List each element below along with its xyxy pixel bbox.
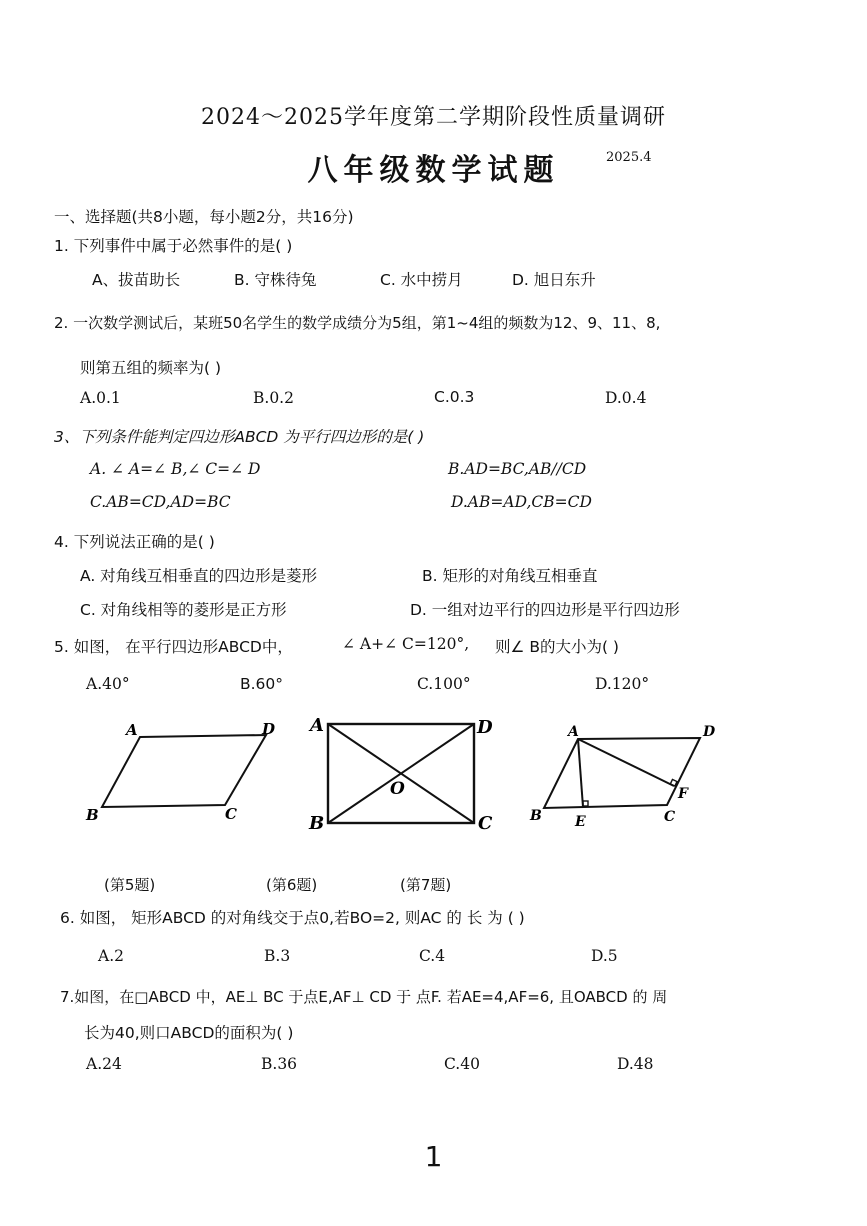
q6-option-b: B.3 [264,947,291,965]
page-number: 1 [424,1140,443,1173]
q1-option-c: C. 水中捞月 [380,271,463,289]
q1-option-d: D. 旭日东升 [512,271,596,289]
q5-option-a: A.40° [86,675,130,693]
q3-option-c: C.AB=CD,AD=BC [90,493,231,511]
q2-stem-line1: 2. 一次数学测试后，某班50名学生的数学成绩分为5组，第1~4组的频数为12、9、11、8, [54,314,661,332]
q6-stem: 6. 如图， 矩形ABCD 的对角线交于点0,若BO=2, 则AC 的 长 为 ( ) [60,909,525,927]
fig6-label-c: C [478,813,493,834]
exam-title: 2024～2025学年度第二学期阶段性质量调研 [201,105,666,130]
q7-stem-line1: 7.如图，在□ABCD 中，AE⊥ BC 于点E,AF⊥ CD 于 点F. 若AE=4,AF=6, 且OABCD 的 周 [60,988,668,1006]
q4-option-b: B. 矩形的对角线互相垂直 [422,567,598,585]
q6-option-d: D.5 [591,947,618,965]
q2-stem-line2: 则第五组的频率为( ) [80,359,222,377]
fig6-label-a: A [310,715,324,736]
fig7-label-f: F [678,786,688,802]
q2-option-b: B.0.2 [253,389,294,407]
fig7-caption: (第7题) [400,876,452,894]
fig7-label-a: A [568,724,579,740]
q1-option-b: B. 守株待兔 [234,271,317,289]
fig7-label-d: D [703,724,716,740]
fig7-label-e: E [575,814,586,830]
q2-option-a: A.0.1 [80,389,121,407]
q5-stem-mid: ∠ A+∠ C=120°, [342,635,470,653]
fig6-label-d: D [477,717,493,738]
q4-option-d: D. 一组对边平行的四边形是平行四边形 [410,601,680,619]
fig5-caption: (第5题) [104,876,156,894]
exam-subject: 八年级数学试题 [307,153,560,188]
q6-option-a: A.2 [98,947,124,965]
q3-option-b: B.AD=BC,AB//CD [448,460,587,478]
fig6-label-b: B [309,813,325,834]
q1-option-a: A、拔苗助长 [92,271,181,289]
q6-option-c: C.4 [419,947,446,965]
figure-7-parallelogram [529,724,716,830]
section-heading: 一、选择题(共8小题，每小题2分，共16分) [54,208,354,226]
fig5-label-a: A [126,721,138,739]
fig6-label-o: O [390,779,405,799]
q4-option-c: C. 对角线相等的菱形是正方形 [80,601,287,619]
figures-area [70,705,790,845]
exam-date: 2025.4 [606,150,652,165]
q1-stem: 1. 下列事件中属于必然事件的是( ) [54,237,293,255]
q7-option-d: D.48 [617,1055,654,1073]
figure-6-rectangle [308,715,493,834]
q3-stem: 3、下列条件能判定四边形ABCD 为平行四边形的是( ) [54,428,425,446]
fig6-caption: (第6题) [266,876,318,894]
q5-option-b: B.60° [240,675,284,693]
q7-option-c: C.40 [444,1055,480,1073]
fig5-label-b: B [86,806,99,824]
q3-option-d: D.AB=AD,CB=CD [451,493,592,511]
q3-option-a: A. ∠ A=∠ B,∠ C=∠ D [90,460,261,478]
q5-stem-suffix: 则∠ B的大小为( ) [495,638,619,656]
q2-option-d: D.0.4 [605,389,647,407]
q2-option-c: C.0.3 [434,388,475,406]
q7-option-a: A.24 [86,1055,122,1073]
fig7-label-b: B [530,808,542,824]
q7-stem-line2: 长为40,则口ABCD的面积为( ) [84,1024,294,1042]
fig5-label-d: D [262,720,276,738]
figure-5-parallelogram [85,720,275,824]
q5-option-d: D.120° [595,675,650,693]
q5-stem-prefix: 5. 如图， 在平行四边形ABCD中， [54,638,293,656]
fig5-label-c: C [225,805,237,823]
q5-option-c: C.100° [417,675,471,693]
fig7-label-c: C [664,809,676,825]
q4-stem: 4. 下列说法正确的是( ) [54,533,215,551]
q4-option-a: A. 对角线互相垂直的四边形是菱形 [80,567,318,585]
q7-option-b: B.36 [261,1055,298,1073]
